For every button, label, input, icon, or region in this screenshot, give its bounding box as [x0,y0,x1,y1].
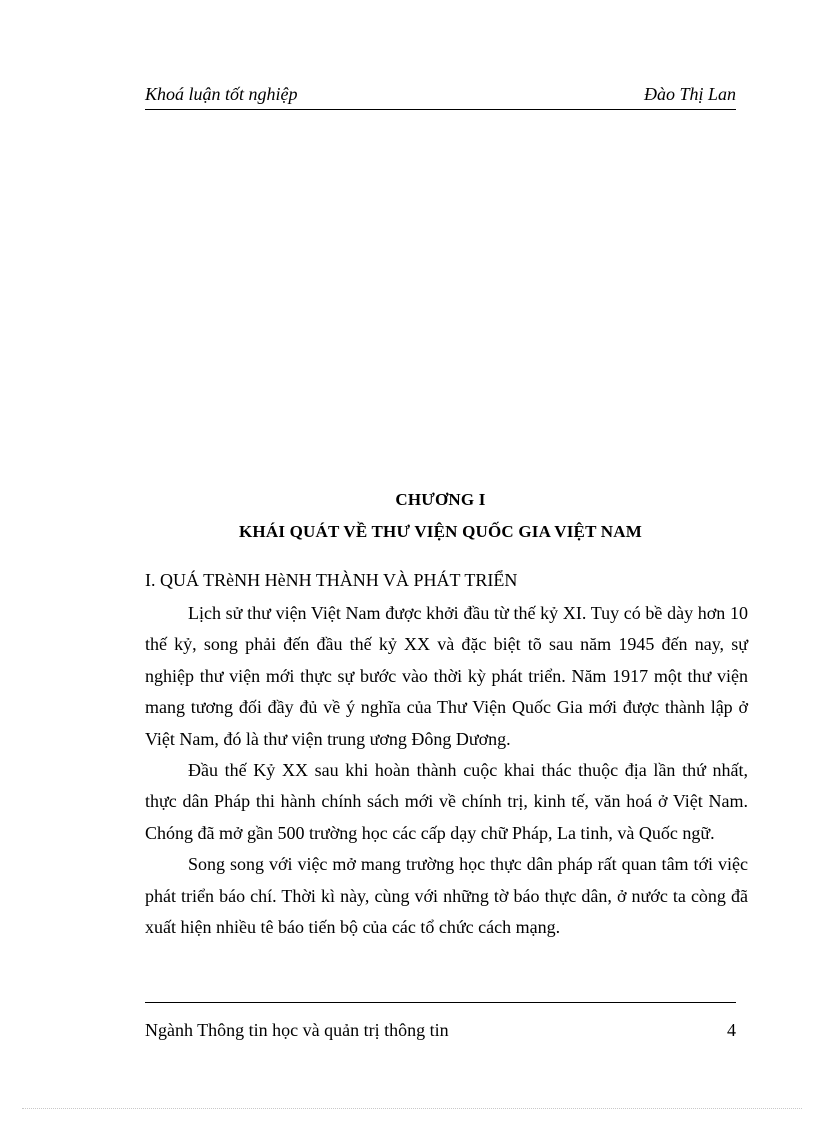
body-text [145,598,748,943]
page-number: 4 [727,1020,736,1040]
paragraph: Đầu thế Kỷ XX sau khi hoàn thành cuộc khai thác thuộc địa lần thứ nhất, thực dân Pháp thi hành chính sách mới về chính trị, kinh tế, văn hoá ở Việt Nam. Chóng đã mở gần 500 trường học các cấp dạy chữ Pháp, La tinh, và Quốc ngữ. [145,760,748,843]
footer-divider [145,1002,736,1003]
chapter-number: CHƯƠNG I [395,490,486,509]
section-heading: I. QUÁ TRèNH HèNH THÀNH VÀ PHÁT TRIỂN [145,570,518,590]
paragraph: Song song với việc mở mang trường học thực dân pháp rất quan tâm tới việc phát triển báo chí. Thời kì này, cùng với những tờ báo thực dân, ở nước ta còng đã xuất hiện nhiều tê báo tiến bộ của các tổ chức cách mạng. [145,854,748,938]
paragraph: Lịch sử thư viện Việt Nam được khởi đầu từ thế kỷ XI. Tuy có bề dày hơn 10 thế kỷ, song phải đến đầu thế kỷ XX và đặc biệt tõ sau năm 1945 đến nay, sự nghiệp thư viện mới thực sự bước vào thời kỳ phát triển. Năm 1917 một thư viện mang tương đối đầy đủ về ý nghĩa của Thư Viện Quốc Gia mới được thành lập ở Việt Nam, đó là thư viện trung ương Đông Dương. [145,603,748,749]
header-thesis-label: Khoá luận tốt nghiệp [145,84,298,104]
chapter-title: KHÁI QUÁT VỀ THƯ VIỆN QUỐC GIA VIỆT NAM [239,522,642,541]
page-header [145,84,736,110]
header-author-name: Đào Thị Lan [643,84,736,104]
footer-department: Ngành Thông tin học và quản trị thông tin [145,1020,449,1040]
page-boundary [22,1108,802,1109]
